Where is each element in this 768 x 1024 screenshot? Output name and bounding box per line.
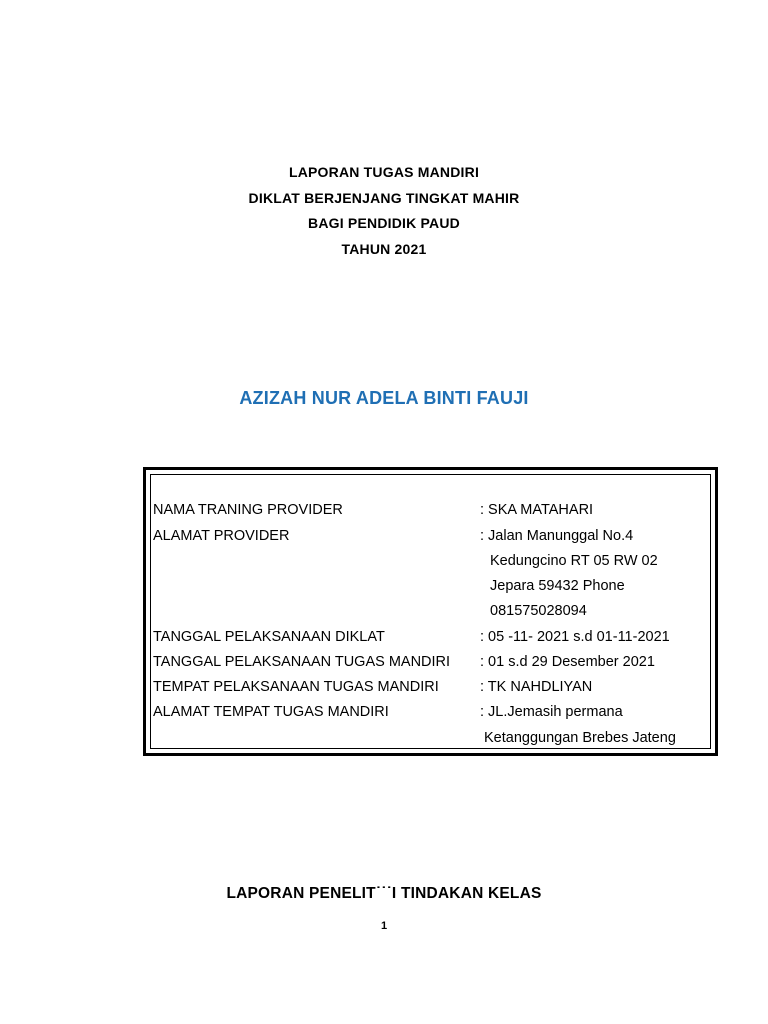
header-line-4: TAHUN 2021 [341, 240, 427, 257]
task-address-line-2: Ketanggungan Brebes Jateng [484, 730, 676, 746]
author-name: AZIZAH NUR ADELA BINTI FAUJI [239, 388, 529, 408]
header-line-3: BAGI PENDIDIK PAUD [308, 215, 460, 231]
info-value: : Jalan Manunggal No.4 [480, 528, 634, 544]
info-value: : SKA MATAHARI [480, 502, 594, 518]
info-label: ALAMAT TEMPAT TUGAS MANDIRI [153, 704, 389, 720]
provider-address-line-2: Kedungcino RT 05 RW 02 [490, 553, 658, 569]
report-header [0, 160, 768, 262]
info-label: NAMA TRANING PROVIDER [153, 502, 343, 518]
info-label: ALAMAT PROVIDER [153, 528, 290, 544]
info-value: : 01 s.d 29 Desember 2021 [480, 654, 655, 670]
provider-address-line-4: 081575028094 [490, 603, 587, 619]
info-value: : TK NAHDLIYAN [480, 679, 593, 695]
info-value: : 05 -11- 2021 s.d 01-11-2021 [480, 629, 670, 645]
page-number: 1 [380, 920, 388, 932]
next-section-title: LAPORAN PENELIT˙˙˙I TINDAKAN KELAS [226, 885, 542, 902]
info-label: TANGGAL PELAKSANAAN DIKLAT [153, 629, 385, 645]
info-value: : JL.Jemasih permana [480, 704, 623, 720]
header-line-2: DIKLAT BERJENJANG TINGKAT MAHIR [248, 189, 520, 206]
header-line-1: LAPORAN TUGAS MANDIRI [288, 164, 480, 180]
info-label: TANGGAL PELAKSANAAN TUGAS MANDIRI [153, 654, 451, 670]
provider-address-line-3: Jepara 59432 Phone [490, 578, 625, 594]
info-label: TEMPAT PELAKSANAAN TUGAS MANDIRI [153, 679, 439, 695]
